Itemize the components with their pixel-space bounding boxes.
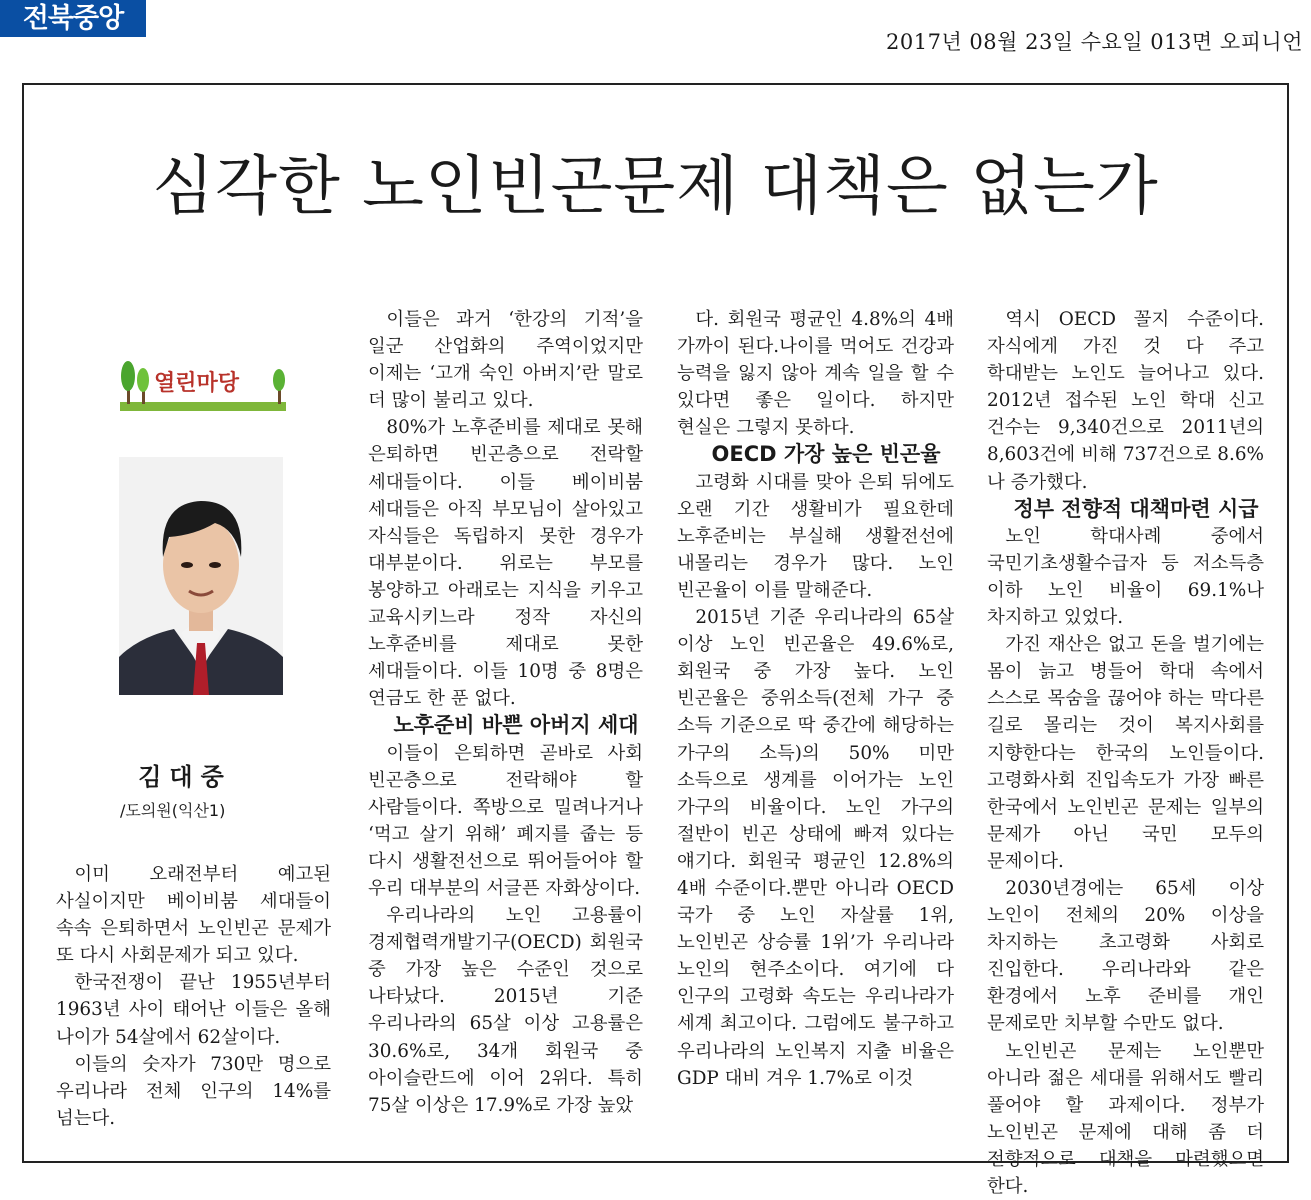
author-position: /도의원(익산1): [120, 801, 226, 820]
headline: 심각한 노인빈곤문제 대책은 없는가: [152, 150, 1159, 224]
paragraph: 이들의 숫자가 730만 명으로 우리나라 전체 인구의 14%를 넘는다.: [56, 1053, 331, 1129]
paragraph: 우리나라의 노인 고용률이 경제협력개발기구(OECD) 회원국 중 가장 높은 수준인 것으로 나타났다. 2015년 기준 우리나라의 65살 이상 고용률은 30.6%로, 34개 회원국 중 아이슬란드에 이어 2위다. 특히 75살 이상은 17.9%로 가장 높았: [368, 905, 643, 1116]
paragraph: 노인 학대사례 중에서 국민기초생활수급자 등 저소득층 이하 노인 비율이 69.1%나 차지하고 있었다.: [987, 525, 1264, 629]
text-column-2: [368, 306, 643, 1119]
author-name: 김대중: [138, 763, 232, 791]
subheading: OECD 가장 높은 빈곤율: [711, 442, 941, 467]
paragraph: 고령화 시대를 맞아 은퇴 뒤에도 오랜 기간 생활비가 필요한데 노후준비는 부실해 생활전선에 내몰리는 경우가 많다. 노인 빈곤율이 이를 말해준다.: [677, 471, 954, 601]
paragraph: 가진 재산은 없고 돈을 벌기에는 몸이 늙고 병들어 학대 속에서 스스로 목숨을 끊어야 하는 막다른 길로 몰리는 것이 복지사회를 지향한다는 한국의 노인들이다. 고령화사회 진입속도가 가장 빠른 한국에서 노인빈곤 문제는 일부의 문제가 아닌 국민 모두의 문제이다.: [987, 634, 1264, 872]
paragraph: 역시 OECD 꼴지 수준이다. 자식에게 가진 것 다 주고 학대받는 노인도 늘어나고 있다. 2012년 접수된 노인 학대 신고 건수는 9,340건으로 2011년의 8,603건에 비해 737건으로 8.6%나 증가했다.: [987, 309, 1264, 493]
paragraph: 이미 오래전부터 예고된 사실이지만 베이비붐 세대들이 속속 은퇴하면서 노인빈곤 문제가 또 다시 사회문제가 되고 있다.: [56, 864, 331, 967]
column-logo-text: 열린마당: [154, 371, 240, 396]
paragraph: 2015년 기준 우리나라의 65살 이상 노인 빈곤율은 49.6%로, 회원국 중 가장 높다. 노인 빈곤율은 중위소득(전체 가구 중 소득 기준으로 딱 중간에 해당하는 가구의 소득)의 50% 미만 소득으로 생계를 이어가는 노인 가구의 비율이다. 노인 가구의 절반이 빈곤 상태에 빠져 있다는 얘기다. 회원국 평균인 12.8%의 4배 수준이다.뿐만 아니라 OECD 국가 중 노인 자살률 1위, 노인빈곤 상승률 1위’가 우리나라 노인의 현주소이다. 여기에 다 인구의 고령화 속도는 우리나라가 세계 최고이다. 그럼에도 불구하고 우리나라의 노인복지 지출 비율은 GDP 대비 겨우 1.7%로 이것: [677, 607, 954, 1089]
paragraph: 노인빈곤 문제는 노인뿐만 아니라 젊은 세대를 위해서도 빨리 풀어야 할 과제이다. 정부가 노인빈곤 문제에 대해 좀 더 전향적으로 대책을 마련했으면 한다.: [987, 1040, 1264, 1197]
author-photo: [119, 457, 283, 695]
paragraph: 다. 회원국 평균인 4.8%의 4배 가까이 된다.나이를 먹어도 건강과 능력을 잃지 않아 계속 일을 할 수 있다면 좋은 일이다. 하지만 현실은 그렇지 못하다.: [677, 309, 954, 439]
paragraph: 2030년경에는 65세 이상 노인이 전체의 20% 이상을 차지하는 초고령화 사회로 진입한다. 우리나라와 같은 환경에서 노후 준비를 개인 문제로만 치부할 수만도 없다.: [987, 877, 1264, 1035]
column-logo: [118, 352, 288, 414]
paragraph: 한국전쟁이 끝난 1955년부터 1963년 사이 태어난 이들은 올해 나이가 54살에서 62살이다.: [56, 972, 331, 1048]
paragraph: 이들이 은퇴하면 곧바로 사회 빈곤층으로 전락해야 할 사람들이다. 쪽방으로 밀려나거나 ‘먹고 살기 위해’ 폐지를 줍는 등 다시 생활전선으로 뛰어들어야 할 우리 대부분의 서글픈 자화상이다.: [368, 742, 643, 899]
subheading: 노후준비 바쁜 아버지 세대: [393, 713, 639, 738]
text-column-1: [56, 861, 331, 1132]
paragraph: 80%가 노후준비를 제대로 못해 은퇴하면 빈곤층으로 전락할 세대들이다. 이들 베이비붐 세대들은 아직 부모님이 살아있고 자식들은 독립하지 못한 경우가 대부분이다. 위로는 부모를 봉양하고 아래로는 지식을 키우고 교육시키느라 정작 자신의 노후준비를 제대로 못한 세대들이다. 이들 10명 중 8명은 연금도 한 푼 없다.: [368, 417, 643, 710]
text-column-4: [987, 306, 1264, 1200]
dateline: 2017년 08월 23일 수요일 013면 오피니언: [886, 30, 1303, 54]
paragraph: 이들은 과거 ‘한강의 기적’을 일군 산업화의 주역이었지만 이제는 ‘고개 숙인 아버지’란 말로 더 많이 불리고 있다.: [368, 309, 643, 412]
subheading: 정부 전향적 대책마련 시급: [1013, 496, 1259, 521]
text-column-3: [677, 306, 954, 1092]
newspaper-logo: 전북중앙: [0, 0, 146, 37]
